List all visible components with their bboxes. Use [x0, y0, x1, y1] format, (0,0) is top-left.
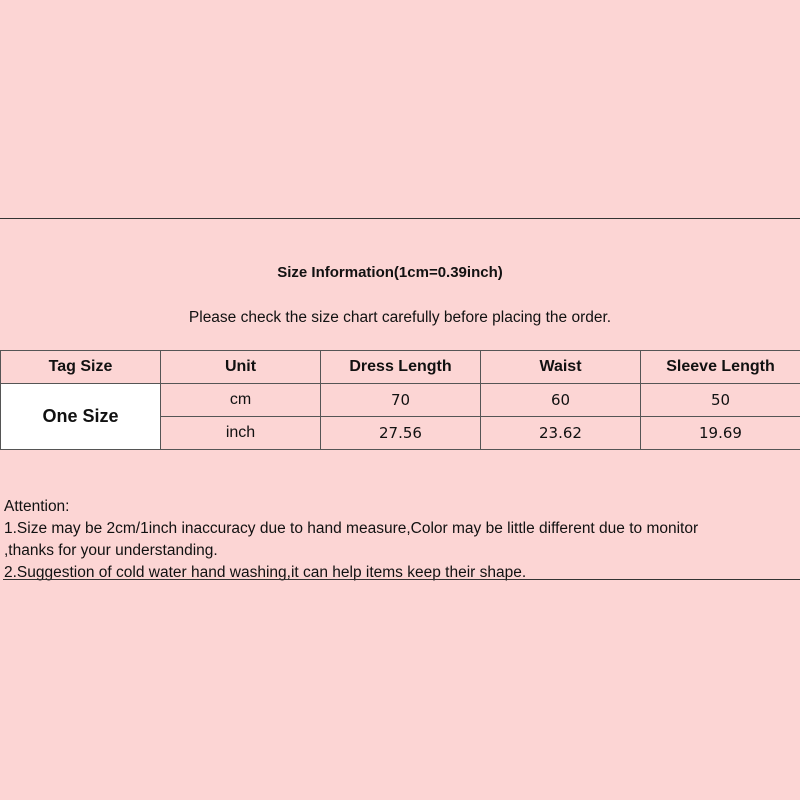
header-unit: Unit [161, 351, 321, 384]
header-sleeve-length: Sleeve Length [641, 351, 800, 384]
unit-cell: inch [161, 417, 321, 450]
dress-length-cell: 27.56 [321, 417, 481, 450]
attention-line-2: ,thanks for your understanding. [4, 542, 218, 559]
attention-line-3: 2.Suggestion of cold water hand washing,it can help items keep their shape. [4, 564, 527, 581]
size-chart-instruction: Please check the size chart carefully before placing the order. [188, 309, 612, 326]
attention-heading: Attention: [4, 498, 70, 515]
waist-cell: 23.62 [481, 417, 641, 450]
tag-size-cell: One Size [1, 384, 161, 450]
table-row [1, 384, 800, 417]
size-table [0, 350, 800, 450]
header-dress-length: Dress Length [321, 351, 481, 384]
header-tag-size: Tag Size [1, 351, 161, 384]
top-divider [0, 218, 800, 219]
waist-cell: 60 [481, 384, 641, 417]
bottom-divider [3, 579, 800, 580]
attention-notes [4, 496, 794, 584]
header-waist: Waist [481, 351, 641, 384]
dress-length-cell: 70 [321, 384, 481, 417]
sleeve-length-cell: 19.69 [641, 417, 800, 450]
sleeve-length-cell: 50 [641, 384, 800, 417]
unit-cell: cm [161, 384, 321, 417]
attention-line-1: 1.Size may be 2cm/1inch inaccuracy due to hand measure,Color may be little different due to monitor [4, 520, 699, 537]
size-info-title: Size Information(1cm=0.39inch) [277, 264, 503, 281]
table-header-row [1, 351, 800, 384]
